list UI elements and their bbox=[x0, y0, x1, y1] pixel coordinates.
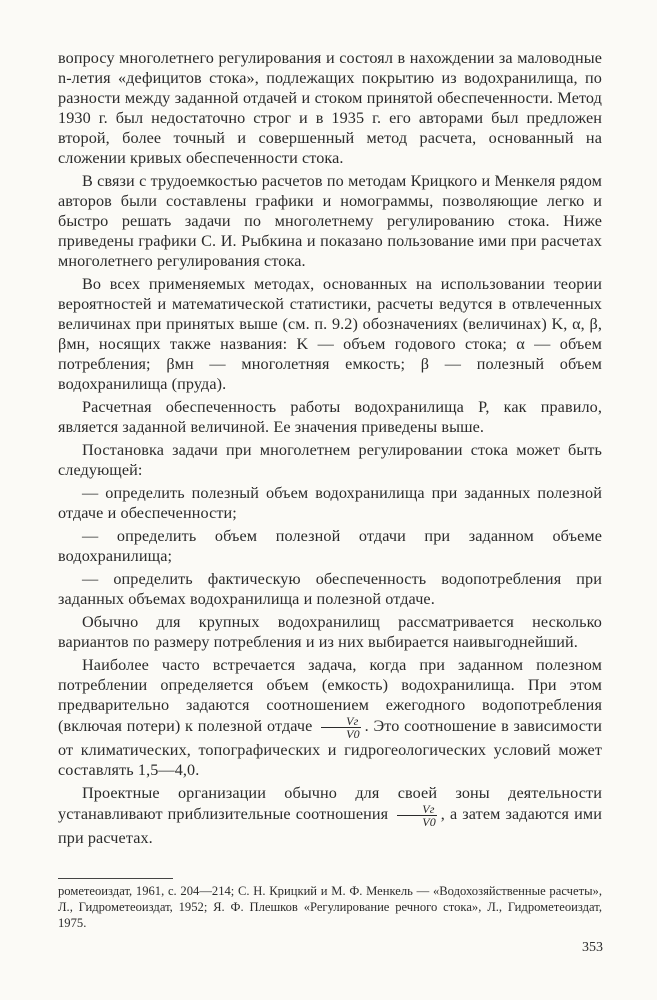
fraction-numerator: Vг bbox=[397, 803, 437, 816]
paragraph: В связи с трудоемкостью расчетов по методам Крицкого и Менкеля рядом авторов были составлены графики и номограммы, позволяющие легко и быстро решать задачи по многолетнему регулированию стока. Ниже приведены графики С. И. Рыбкина и показано пользование ими при расчетах многолетнего регулирования стока. bbox=[58, 172, 602, 270]
paragraph-text: Наиболее часто встречается задача, когда при заданном полезном потреблении определяется объем (емкость) водохранилища. При этом предварительно задаются соотношением ежегодного водопотребления (включая потери) к полезной отдаче bbox=[58, 656, 602, 736]
ratio-fraction bbox=[397, 803, 437, 828]
list-item: — определить полезный объем водохранилища при заданных полезной отдаче и обеспеченности; bbox=[58, 484, 602, 522]
paragraph-text: , а затем задаются ими при расчетах. bbox=[58, 805, 603, 847]
page-number: 353 bbox=[582, 940, 603, 955]
fraction-denominator: V0 bbox=[422, 815, 436, 829]
list-item: — определить объем полезной отдачи при заданном объеме водохранилища; bbox=[58, 527, 602, 565]
ratio-fraction bbox=[321, 715, 361, 740]
fraction-numerator: Vг bbox=[321, 715, 361, 728]
footnote: рометеоиздат, 1961, с. 204—214; С. Н. Крицкий и М. Ф. Менкель — «Водохозяйственные расчеты», Л., Гидрометеоиздат, 1952; Я. Ф. Плешков «Регулирование речного стока», Л., Гидрометеоиздат, 1975. bbox=[58, 884, 602, 930]
paragraph: Постановка задачи при многолетнем регулировании стока может быть следующей: bbox=[58, 441, 602, 479]
paragraph: Во всех применяемых методах, основанных на использовании теории вероятностей и математической статистики, расчеты ведутся в отвлеченных величинах при принятых выше (см. п. 9.2) обозначениях (величинах) K, α, β, βмн, носящих также названия: K — объем годового стока; α — объем потребления; βмн — многолетняя емкость; β — полезный объем водохранилища (пруда). bbox=[58, 275, 602, 393]
paragraph: Обычно для крупных водохранилищ рассматривается несколько вариантов по размеру потребления и из них выбирается наивыгоднейший. bbox=[58, 613, 602, 651]
paragraph: вопросу многолетнего регулирования и состоял в нахождении за маловодные n-летия «дефицитов стока», подлежащих покрытию из водохранилища, по разности между заданной отдачей и стоком принятой обеспеченности. Метод 1930 г. был недостаточно строг и в 1935 г. его авторами был предложен второй, более точный и совершенный метод расчета, основанный на сложении кривых обеспеченности стока. bbox=[58, 49, 602, 167]
paragraph-text: Проектные организации обычно для своей зоны деятельности устанавливают приблизительные соотношения bbox=[58, 784, 602, 824]
paragraph bbox=[58, 655, 602, 780]
paragraph bbox=[58, 783, 602, 848]
paragraph-text: . Это соотношение в зависимости от климатических, топографических и гидрогеологических условий может составлять 1,5—4,0. bbox=[58, 717, 602, 779]
page-body bbox=[58, 48, 602, 848]
list-item: — определить фактическую обеспеченность водопотребления при заданных объемах водохранилища и полезной отдаче. bbox=[58, 570, 602, 608]
paragraph: Расчетная обеспеченность работы водохранилища P, как правило, является заданной величиной. Ее значения приведены выше. bbox=[58, 398, 602, 436]
fraction-denominator: V0 bbox=[346, 727, 360, 741]
footnote-divider bbox=[58, 878, 173, 879]
